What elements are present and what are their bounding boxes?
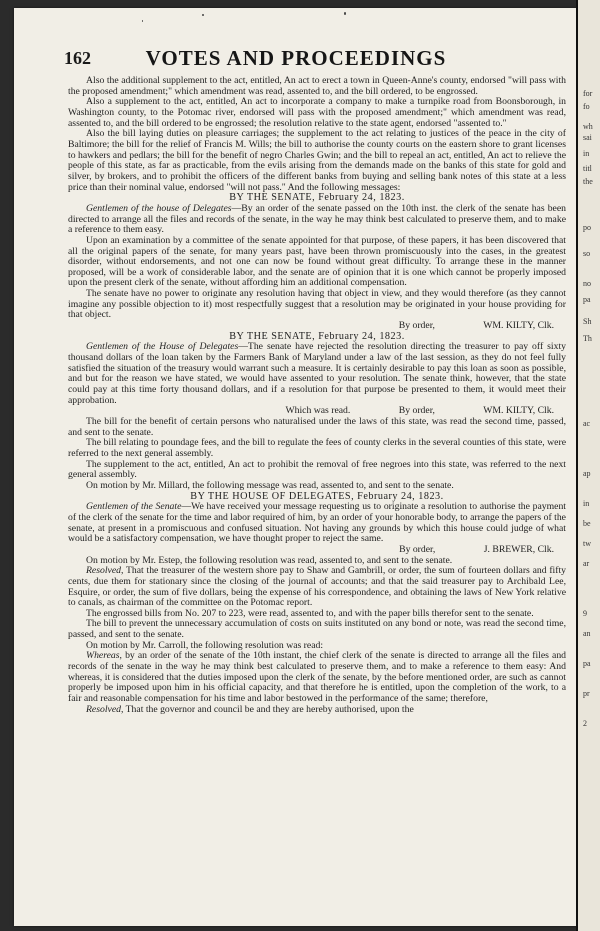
- paragraph: On motion by Mr. Millard, the following message was read, assented to, and sent to the senate.: [86, 479, 454, 491]
- paragraph-text: We have received your message requesting us to originate a resolution to authorise the payment of the clerk of the senate for the time and labor required of him, by an order of your honorable body, to arrange the papers of the senate, at present in a promiscuous and confused situation. Not having any grounds by which this house could judge of what would be a satisfactory compensation, we have thought proper to reject the same.: [68, 501, 566, 545]
- paper-speck: [344, 12, 346, 15]
- labeled-paragraph: [68, 651, 566, 704]
- adjacent-page-fragment: for: [583, 89, 593, 98]
- adjacent-page-fragment: 2: [583, 719, 587, 728]
- label-separator: —: [231, 202, 242, 214]
- labeled-paragraph: [68, 566, 566, 609]
- page-number: 162: [64, 48, 91, 68]
- adjacent-page-fragment: an: [583, 629, 591, 638]
- paragraph-label: Whereas: [86, 650, 120, 662]
- labeled-paragraph: [68, 502, 566, 545]
- adjacent-page-fragment: fo: [583, 102, 590, 111]
- adjacent-page-fragment: tw: [583, 539, 591, 548]
- paragraph: The bill relating to poundage fees, and the bill to regulate the fees of county clerks in the several counties of this state, were referred to the next general assembly.: [68, 437, 566, 459]
- paragraph: Also a supplement to the act, entitled, An act to incorporate a company to make a turnpike road from Boonsborough, in Washington county, to the Potomac river, endorsed will pass with the proposed amendment;" which amendment was read, assented to, and the bill ordered to be engrossed; the resolution relative to the state agent, endorsed "assented to.": [68, 96, 566, 129]
- adjacent-page-fragment: pr: [583, 689, 590, 698]
- signature-line: By order, WM. KILTY, Clk.: [398, 320, 554, 332]
- paragraph-text: By an order of the senate passed on the 10th inst. the clerk of the senate has been directed to arrange all the files and records of the senate, in the way he may think best calculated to preserve them, and to make a reference to them easy.: [68, 202, 566, 236]
- adjacent-page-fragment: 9: [583, 609, 587, 618]
- label-separator: ,: [120, 565, 126, 577]
- signature-line: Which was read. By order, WM. KILTY, Clk.: [285, 405, 554, 417]
- adjacent-page-edge: [576, 0, 600, 931]
- paragraph: The senate have no power to originate any resolution having that object in view, and they would therefore (as they cannot imagine any possible objection to it) most respectfully suggest that a resolution may be originated in your house providing for that object.: [68, 288, 566, 321]
- label-separator: ,: [119, 650, 126, 662]
- paragraph-text: The senate have rejected the resolution directing the treasurer to pay off sixty thousand dollars of the loan taken by the Farmers Bank of Maryland under a law of the last session, as they do not feel fully satisfied the situation of the treasury would warrant such a measure. It is certainly desirable to pay this loan as soon as possible, and but for the reason we have stated, we would have assented to your resolution. The senate think, however, that the state could pay at this time forty thousand dollars, and if a resolution for that purpose be presented to them, it would meet their approbation.: [68, 341, 566, 406]
- adjacent-page-fragment: no: [583, 279, 591, 288]
- label-separator: ,: [120, 703, 126, 715]
- labeled-paragraph: [68, 342, 566, 406]
- adjacent-page-fragment: titl: [583, 164, 592, 173]
- paragraph: On motion by Mr. Estep, the following resolution was read, assented to, and sent to the senate.: [86, 554, 453, 566]
- document-page: [14, 8, 578, 926]
- adjacent-page-fragment: the: [583, 177, 593, 186]
- paragraph: Also the additional supplement to the act, entitled, An act to erect a town in Queen-Anne's county, endorsed "will pass with the proposed amendment;" which amendment was read, assented to, and the bill ordered, to be engrossed.: [68, 75, 566, 97]
- paragraph: The bill for the benefit of certain persons who naturalised under the laws of this state, was read the second time, passed, and sent to the senate.: [68, 416, 566, 438]
- paper-speck: [202, 14, 204, 16]
- paragraph-label: Resolved: [86, 565, 121, 577]
- paragraph-label: Gentlemen of the Senate: [86, 501, 182, 513]
- paragraph: Also the bill laying duties on pleasure carriages; the supplement to the act relating to justices of the peace in the city of Baltimore; the bill for the relief of Francis M. Wills; the bill to authorise the county courts on the eastern shore to grant licenses to hawkers and pedlars; the bill for the benefit of negro Charles Gwin; and the bill to repeal an act, entitled, An act to relieve the people of this state, as far as practicable, from the evils arising from the demands made on the banks of this state for gold and silver, by brokers, and to prohibit the officers of the different banks from buying and selling bank notes of this state at a less price than their nominal value, endorsed "will not pass." And the following messages:: [68, 128, 566, 193]
- paragraph-label: Resolved: [86, 703, 121, 715]
- paragraph-text: by an order of the senate of the 10th instant, the chief clerk of the senate is directed to arrange all the files and records of the senate in the way he may think best calculated to preserve them, and to make a reference to them easy: And whereas, it is considered that the duties imposed upon the clerk of the senate, by the before mentioned order, are such as cannot properly be imposed upon him in his official capacity, and that therefore he is entitled, upon the completion of the work, to a fair and reasonable compensation for his time and labor bestowed in the performance of the same; therefore,: [68, 650, 567, 705]
- paragraph-text: That the treasurer of the western shore pay to Shaw and Gambrill, or order, the sum of fourteen dollars and fifty cents, due them for stationary since the closing of the journal of accounts; and that the said treasurer pay to Archibald Lee, Esquire, or order, the sum of five dollars, being the expense of his correspondence, and obtaining the laws of New York relative to canals, as chairman of the committee on the Potomac report.: [68, 565, 567, 609]
- adjacent-page-fragment: ap: [583, 469, 591, 478]
- adjacent-page-fragment: sai: [583, 133, 592, 142]
- dateline: BY THE SENATE, February 24, 1823.: [229, 330, 405, 342]
- adjacent-page-fragment: so: [583, 249, 591, 258]
- adjacent-page-fragment: pa: [583, 295, 591, 304]
- adjacent-page-fragment: in: [583, 149, 590, 158]
- paragraph: The supplement to the act, entitled, An act to prohibit the removal of free negroes into this state, was referred to the next general assembly.: [68, 458, 566, 481]
- dateline: BY THE SENATE, February 24, 1823.: [229, 192, 405, 204]
- paragraph-text: That the governor and council be and they are hereby authorised, upon the: [125, 703, 414, 715]
- document-body: [68, 76, 566, 715]
- labeled-paragraph: [68, 204, 566, 236]
- paragraph: On motion by Mr. Carroll, the following resolution was read:: [86, 639, 324, 651]
- paper-speck: [142, 20, 143, 22]
- labeled-paragraph: [68, 705, 566, 716]
- dateline: BY THE HOUSE OF DELEGATES, February 24, 1823.: [190, 490, 444, 502]
- adjacent-page-fragment: ac: [583, 419, 591, 428]
- adjacent-page-fragment: be: [583, 519, 591, 528]
- paragraph: Upon an examination by a committee of the senate appointed for that purpose, of these papers, it has been discovered that all the original papers of the senate, for many years past, have been thrown promiscuously into the cases, in the greatest disorder, without endorsements, and not one can now be found without great difficulty. To arrange these in the manner proposed, will be a work of considerable labor, and the senate are of opinion that it is one which cannot be properly imposed upon the present clerk of the senate, without affording him an additional compensation.: [68, 234, 566, 289]
- adjacent-page-fragment: ar: [583, 559, 590, 568]
- label-separator: —: [238, 341, 248, 353]
- paragraph: The bill to prevent the unnecessary accumulation of costs on suits instituted on any bond or note, was read the second time, passed, and sent to the senate.: [68, 618, 566, 641]
- paragraph-label: Gentlemen of the house of Delegates: [86, 202, 232, 214]
- signature-line: By order, J. BREWER, Clk.: [399, 543, 554, 555]
- page-header: [14, 44, 578, 70]
- running-title: VOTES AND PROCEEDINGS: [145, 46, 447, 70]
- adjacent-page-fragment: in: [583, 499, 590, 508]
- adjacent-page-fragment: wh: [583, 122, 593, 131]
- adjacent-page-fragment: po: [583, 223, 591, 232]
- adjacent-page-fragment: Sh: [583, 317, 592, 326]
- label-separator: —: [181, 501, 192, 513]
- adjacent-page-fragment: Th: [583, 334, 592, 343]
- paragraph: The engrossed bills from No. 207 to 223, were read, assented to, and with the paper bills therefor sent to the senate.: [86, 607, 534, 619]
- adjacent-page-fragment: pa: [583, 659, 591, 668]
- paragraph-label: Gentlemen of the House of Delegates: [86, 341, 239, 353]
